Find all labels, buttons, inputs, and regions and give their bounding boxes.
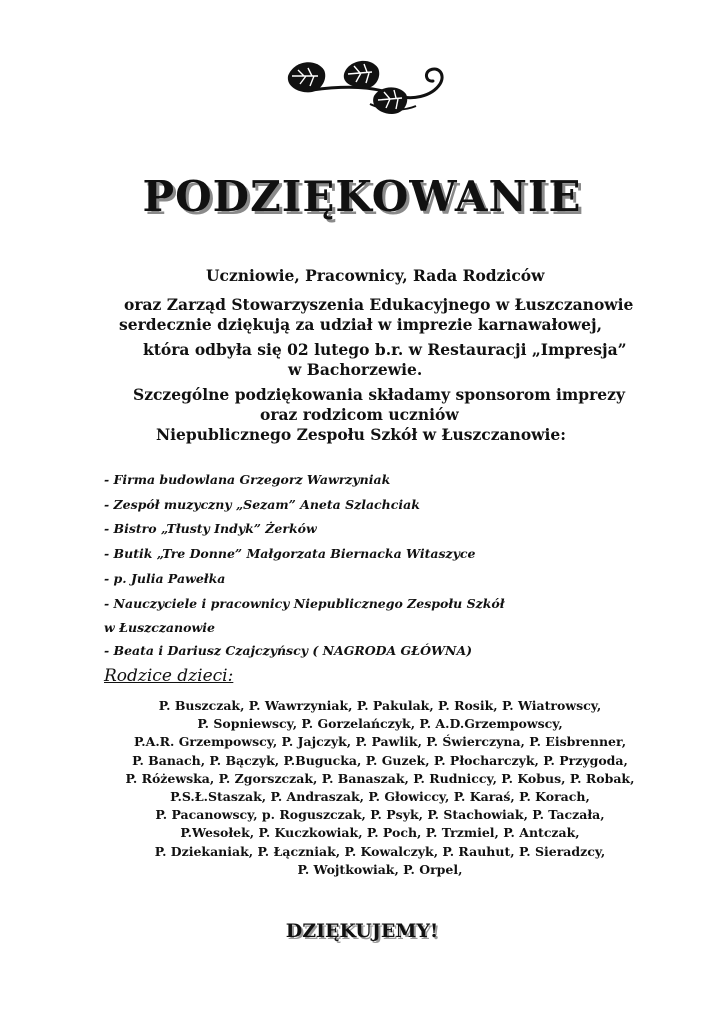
sponsor-item: - Bistro „Tłusty Indyk” Żerków [104, 521, 317, 536]
intro-line: Szczególne podziękowania składamy sponsorom imprezy [133, 385, 625, 404]
intro-line: która odbyła się 02 lutego b.r. w Restauracji „Impresja” [143, 340, 627, 359]
parents-line: P. Banach, P. Bączyk, P.Bugucka, P. Guzek, P. Płocharczyk, P. Przygoda, [132, 752, 628, 768]
intro-line: Niepublicznego Zespołu Szkół w Łuszczanowie: [156, 425, 566, 444]
intro-line: serdecznie dziękują za udział w imprezie karnawałowej, [119, 315, 602, 334]
intro-line: w Bachorzewie. [288, 360, 423, 379]
parents-line: P. Wojtkowiak, P. Orpel, [297, 861, 463, 877]
parents-line: P. Dziekaniak, P. Łączniak, P. Kowalczyk, P. Rauhut, P. Sieradzcy, [154, 843, 606, 859]
closing-thanks: DZIĘKUJEMY! [285, 920, 439, 942]
parents-line: P. Różewska, P. Zgorszczak, P. Banaszak, P. Rudniccy, P. Kobus, P. Robak, [125, 770, 635, 786]
sponsor-item: - Nauczyciele i pracownicy Niepublicznego Zespołu Szkół [104, 596, 505, 611]
sponsor-item: - Beata i Dariusz Czajczyńscy ( NAGRODA GŁÓWNA) [104, 643, 473, 658]
parents-line: P. Sopniewscy, P. Gorzelańczyk, P. A.D.Grzempowscy, [197, 716, 563, 732]
leaf-vine-ornament-icon [282, 56, 452, 122]
parents-line: P.S.Ł.Staszak, P. Andraszak, P. Głowiccy, P. Karaś, P. Korach, [170, 789, 590, 805]
page-title: PODZIĘKOWANIE [142, 172, 582, 221]
sponsor-item: - Zespół muzyczny „Sezam” Aneta Szlachciak [104, 497, 420, 512]
parents-names [90, 697, 670, 879]
intro-line: oraz Zarząd Stowarzyszenia Edukacyjnego w Łuszczanowie [124, 295, 634, 314]
parents-line: P. Buszczak, P. Wawrzyniak, P. Pakulak, P. Rosik, P. Wiatrowscy, [158, 698, 602, 713]
parents-heading: Rodzice dzieci: [104, 666, 234, 686]
sponsor-item: w Łuszczanowie [104, 620, 215, 635]
sponsor-item: - Butik „Tre Donne” Małgorzata Biernacka Witaszyce [104, 546, 476, 561]
parents-line: P. Pacanowscy, p. Roguszczak, P. Psyk, P. Stachowiak, P. Taczała, [155, 807, 605, 823]
intro-line: oraz rodzicom uczniów [260, 405, 459, 424]
intro-line: Uczniowie, Pracownicy, Rada Rodziców [206, 266, 545, 285]
sponsor-item: - Firma budowlana Grzegorz Wawrzyniak [104, 472, 391, 487]
sponsor-item: - p. Julia Pawełka [104, 571, 226, 586]
parents-line: P.A.R. Grzempowscy, P. Jajczyk, P. Pawlik, P. Świerczyna, P. Eisbrenner, [133, 734, 627, 750]
parents-line: P.Wesołek, P. Kuczkowiak, P. Poch, P. Trzmiel, P. Antczak, [180, 825, 580, 841]
